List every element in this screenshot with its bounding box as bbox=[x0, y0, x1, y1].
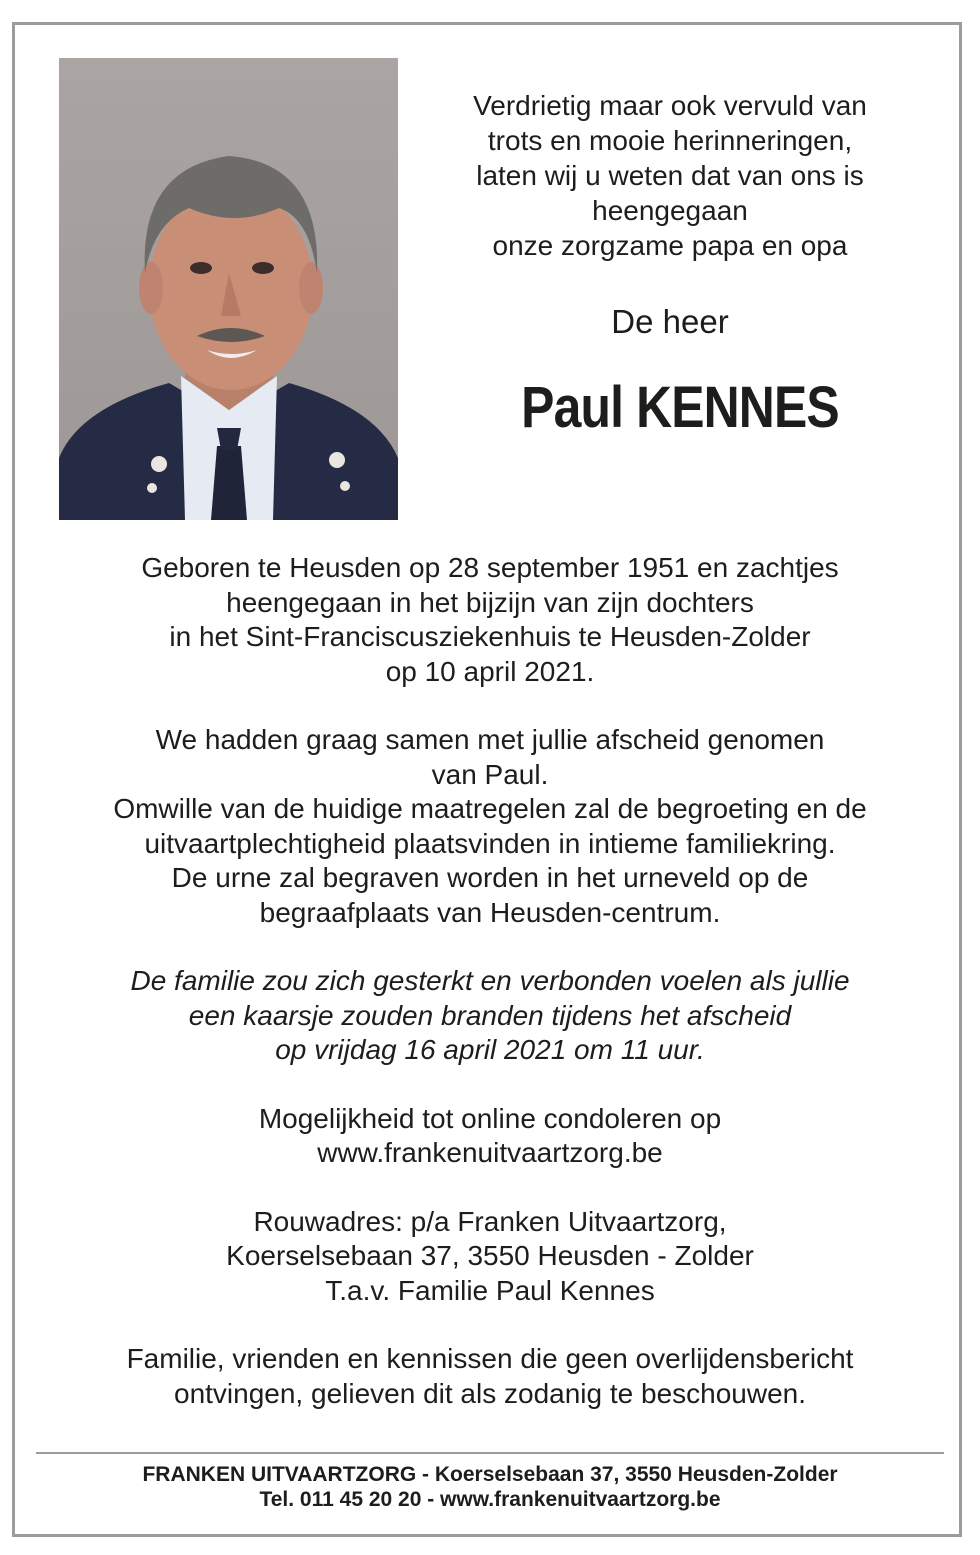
address-line: Rouwadres: p/a Franken Uitvaartzorg, bbox=[253, 1205, 727, 1237]
portrait-photo bbox=[59, 58, 398, 520]
online-condolence-line: Mogelijkheid tot online condoleren op bbox=[258, 1102, 722, 1134]
notice-line: Familie, vrienden en kennissen die geen overlijdensbericht bbox=[126, 1343, 854, 1374]
farewell-line: De urne zal begraven worden in het urneveld op de bbox=[171, 862, 809, 893]
intro-line: laten wij u weten dat van ons is bbox=[476, 160, 864, 191]
footer-divider bbox=[36, 1452, 944, 1454]
footer bbox=[20, 1462, 960, 1512]
tie bbox=[211, 446, 247, 520]
footer-contact-line: Tel. 011 45 20 20 - www.frankenuitvaartzorg.be bbox=[259, 1488, 721, 1511]
intro-line: onze zorgzame papa en opa bbox=[492, 230, 848, 261]
farewell-line: van Paul. bbox=[431, 758, 549, 790]
farewell-line: Omwille van de huidige maatregelen zal de begroeting en de bbox=[113, 793, 867, 824]
announcement-body bbox=[40, 551, 940, 1411]
candle-line: op vrijdag 16 april 2021 om 11 uur. bbox=[275, 1034, 705, 1065]
birth-line: Geboren te Heusden op 28 september 1951 en zachtjes bbox=[141, 552, 839, 583]
deceased-name: Paul KENNES bbox=[521, 375, 839, 440]
address-line: T.a.v. Familie Paul Kennes bbox=[325, 1274, 655, 1306]
honorific: De heer bbox=[611, 303, 729, 340]
farewell-line: uitvaartplechtigheid plaatsvinden in intieme familiekring. bbox=[144, 827, 836, 859]
birth-line: op 10 april 2021. bbox=[385, 655, 595, 687]
farewell-line: We hadden graag samen met jullie afscheid genomen bbox=[155, 724, 825, 755]
candle-line: een kaarsje zouden branden tijdens het afscheid bbox=[188, 999, 792, 1031]
footer-company-line: FRANKEN UITVAARTZORG - Koerselsebaan 37, 3550 Heusden-Zolder bbox=[142, 1463, 838, 1486]
birth-line: heengegaan in het bijzijn van zijn dochters bbox=[226, 586, 754, 618]
notice-line: ontvingen, gelieven dit als zodanig te beschouwen. bbox=[174, 1377, 806, 1409]
candle-line: De familie zou zich gesterkt en verbonden voelen als jullie bbox=[130, 965, 850, 996]
intro-line: heengegaan bbox=[592, 195, 748, 226]
intro-text bbox=[420, 88, 920, 263]
farewell-line: begraafplaats van Heusden-centrum. bbox=[259, 896, 721, 928]
online-condolence-link[interactable]: www.frankenuitvaartzorg.be bbox=[317, 1137, 663, 1168]
address-line: Koerselsebaan 37, 3550 Heusden - Zolder bbox=[226, 1240, 754, 1271]
intro-line: trots en mooie herinneringen, bbox=[487, 125, 853, 156]
birth-line: in het Sint-Franciscusziekenhuis te Heusden-Zolder bbox=[169, 621, 811, 652]
intro-line: Verdrietig maar ook vervuld van bbox=[473, 90, 867, 121]
